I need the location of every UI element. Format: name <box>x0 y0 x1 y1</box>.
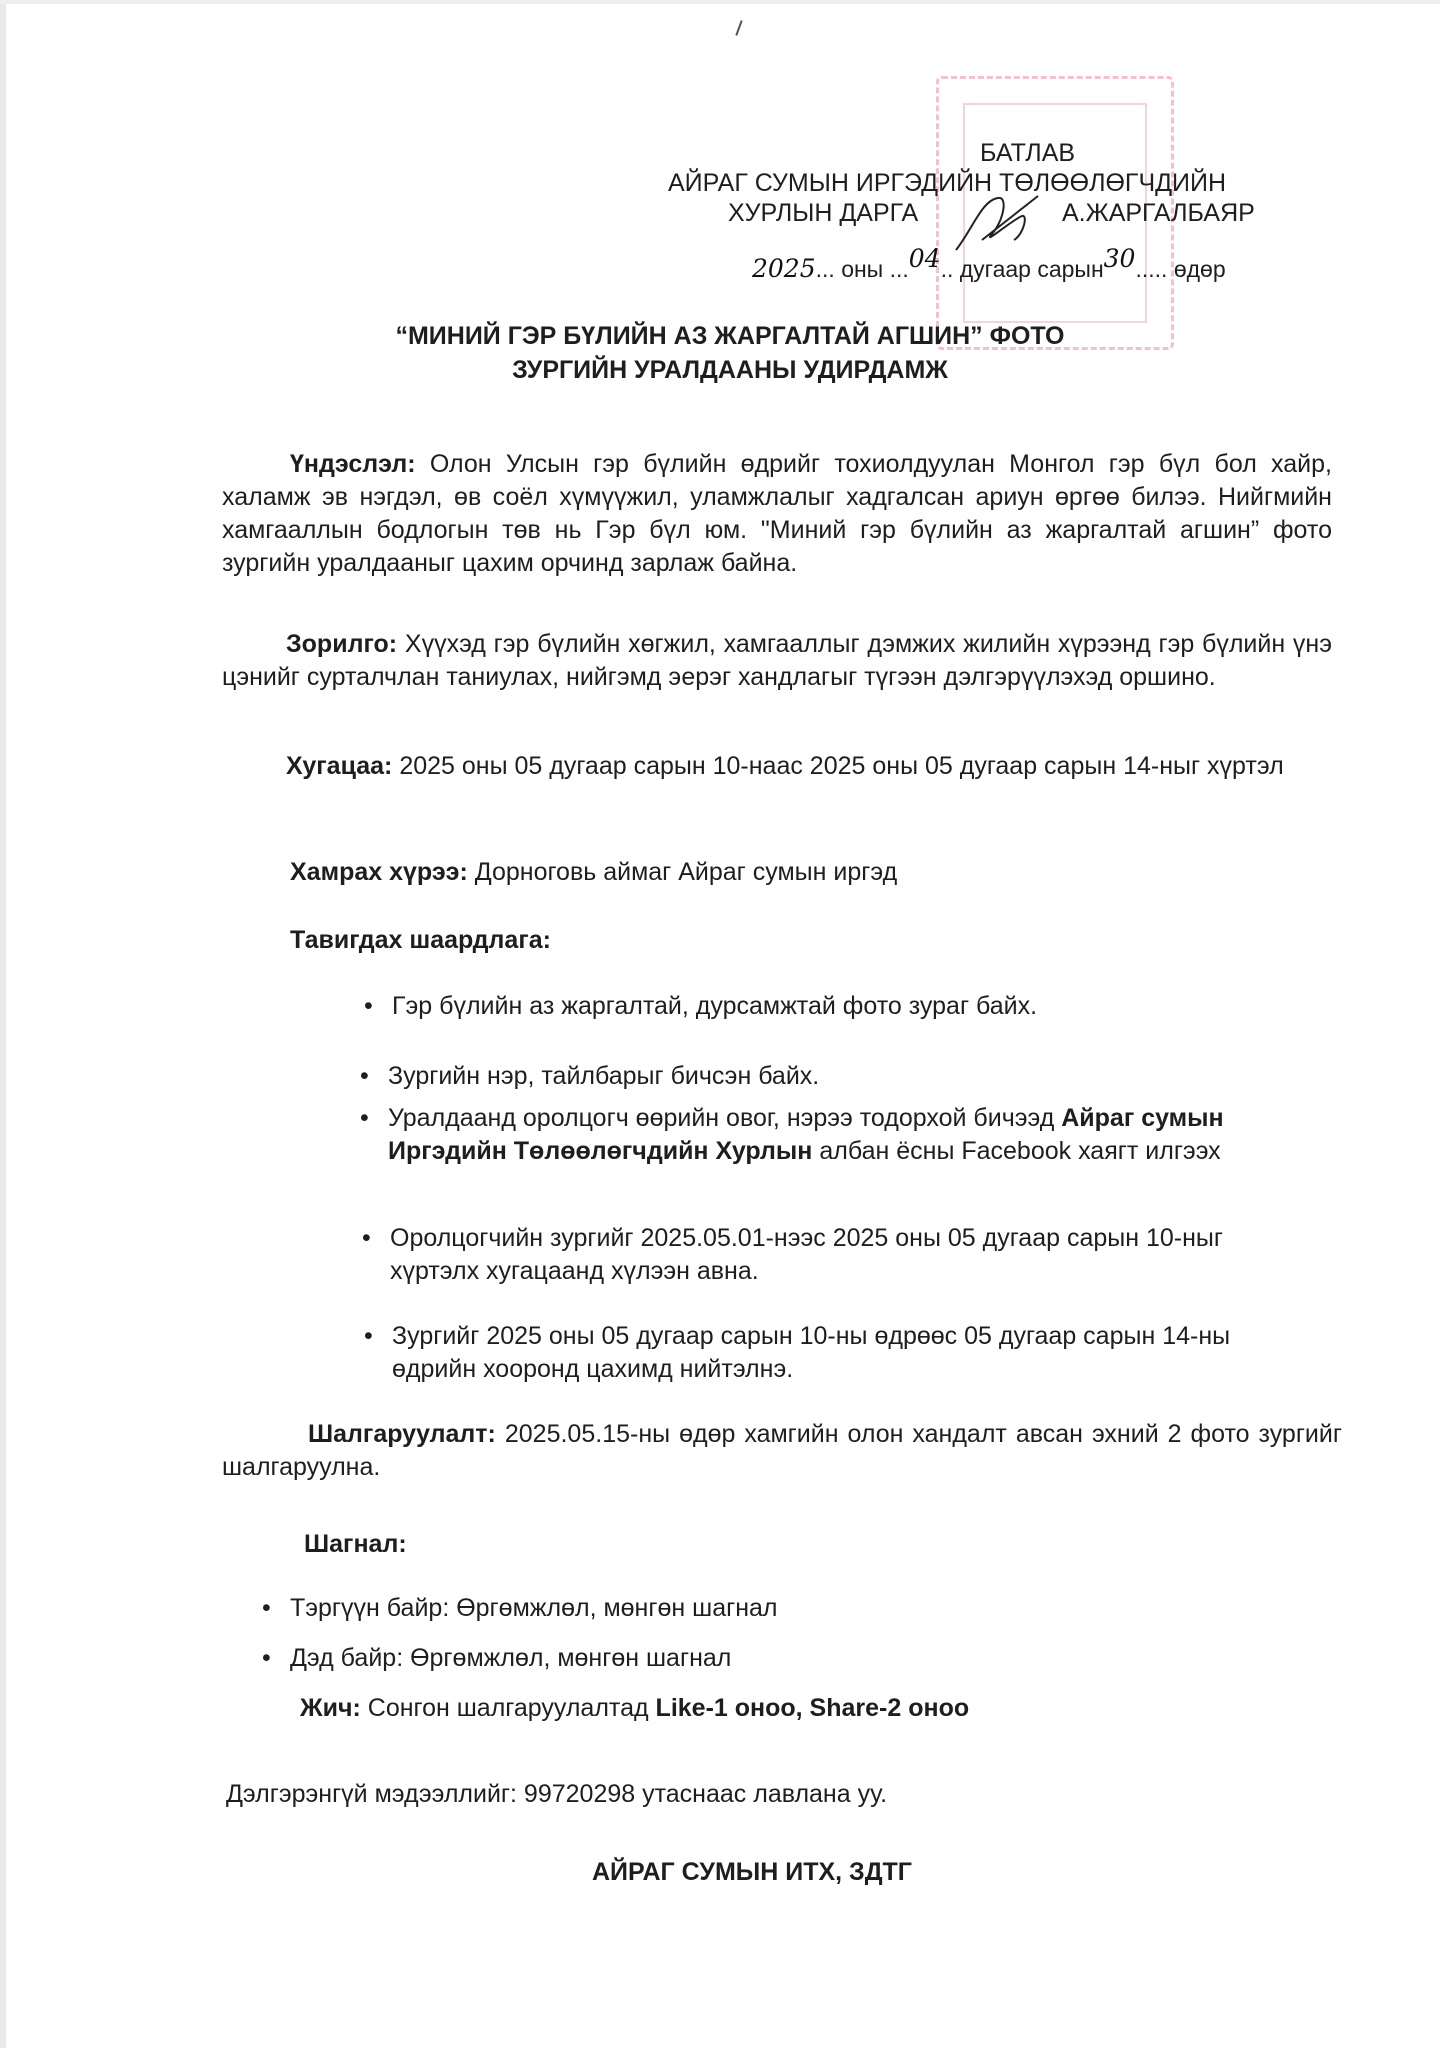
date-month-handwritten: 04 <box>908 244 941 273</box>
section-note <box>300 1692 1300 1725</box>
goal-label: Зорилго: <box>286 630 398 658</box>
bullet-dot-icon: • <box>360 1062 369 1090</box>
note-bold: Like-1 оноо, Share-2 оноо <box>655 1694 970 1722</box>
issuing-organization: АЙРАГ СУМЫН ИТХ, ЗДТГ <box>592 1858 912 1886</box>
prize-text: Дэд байр: Өргөмжлөл, мөнгөн шагнал <box>290 1644 732 1672</box>
bullet-dot-icon: • <box>362 1224 371 1252</box>
signature <box>952 190 1042 260</box>
requirement-text-post: албан ёсны Facebook хаягт илгээх <box>812 1137 1221 1165</box>
requirement-text: Гэр бүлийн аз жаргалтай, дурсамжтай фото зураг байх. <box>392 992 1038 1020</box>
note-text: Сонгон шалгаруулалтад <box>367 1694 656 1722</box>
basis-text: Олон Улсын гэр бүлийн өдрийг тохиолдуулан Монгол гэр бүл бол хайр, халамж эв нэгдэл, өв соёл хүмүүжил, уламжлалыг хадгалсан ариун өргөө билээ. Нийгмийн хамгааллын бодлогын төв нь Гэр бүл юм. "Миний гэр бүлийн аз жаргалтай агшин” фото зургийн уралдааныг цахим орчинд зарлаж байна. <box>222 450 1332 577</box>
requirement-text: Зургийг 2025 оны 05 дугаар сарын 10-ны өдрөөс 05 дугаар сарын 14-ны өдрийн хооронд цахимд нийтэлнэ. <box>392 1322 1231 1383</box>
approval-position: ХУРЛЫН ДАРГА <box>728 199 919 227</box>
prize-item <box>262 1642 1190 1675</box>
requirement-text: Оролцогчийн зургийг 2025.05.01-нээс 2025 оны 05 дугаар сарын 10-ныг хүртэлх хугацаанд хүлээн авна. <box>390 1224 1223 1285</box>
goal-text: Хүүхэд гэр бүлийн хөгжил, хамгааллыг дэмжих жилийн хүрээнд гэр бүлийн үнэ цэнийг сурталчлан таниулах, нийгэмд эерэг хандлагыг түгээн дэлгэрүүлэхэд оршино. <box>222 630 1332 691</box>
scan-edge-top <box>0 0 1440 4</box>
note-label: Жич: <box>300 1694 361 1722</box>
prize-heading: Шагнал: <box>304 1530 407 1558</box>
section-basis <box>222 448 1332 580</box>
pen-mark <box>735 20 742 36</box>
requirement-item <box>360 1060 1288 1093</box>
requirements-heading: Тавигдах шаардлага: <box>290 926 551 954</box>
selection-text: 2025.05.15-ны өдөр хамгийн олон хандалт авсан эхний 2 фото зургийг шалгаруулна. <box>222 1420 1342 1481</box>
scan-edge <box>0 0 6 2048</box>
date-day-handwritten: 30 <box>1103 244 1136 273</box>
bullet-dot-icon: • <box>364 992 373 1020</box>
basis-label: Үндэслэл: <box>290 450 416 478</box>
document-title-line2: ЗУРГИЙН УРАЛДААНЫ УДИРДАМЖ <box>512 356 948 384</box>
requirement-text: Зургийн нэр, тайлбарыг бичсэн байх. <box>388 1062 820 1090</box>
selection-label: Шалгаруулалт: <box>308 1420 496 1448</box>
document-title-line1: “МИНИЙ ГЭР БҮЛИЙН АЗ ЖАРГАЛТАЙ АГШИН” ФОТО <box>395 322 1065 350</box>
bullet-dot-icon: • <box>364 1322 373 1350</box>
prize-text: Тэргүүн байр: Өргөмжлөл, мөнгөн шагнал <box>290 1594 778 1622</box>
bullet-dot-icon: • <box>262 1594 271 1622</box>
bullet-dot-icon: • <box>360 1104 369 1132</box>
scope-text: Дорноговь аймаг Айраг сумын иргэд <box>474 858 898 886</box>
contact-info: Дэлгэрэнгүй мэдээллийг: 99720298 утаснаас лавлана уу. <box>226 1780 888 1808</box>
period-text: 2025 оны 05 дугаар сарын 10-наас 2025 оны 05 дугаар сарын 14-ныг хүртэл <box>399 752 1284 780</box>
requirement-item <box>362 1222 1308 1288</box>
requirement-text-pre: Уралдаанд оролцогч өөрийн овог, нэрээ тодорхой бичээд <box>388 1104 1062 1132</box>
section-selection <box>222 1418 1342 1484</box>
approval-line1: АЙРАГ СУМЫН ИРГЭДИЙН ТӨЛӨӨЛӨГЧДИЙН <box>668 169 1227 197</box>
section-period <box>222 750 1332 783</box>
approval-name: А.ЖАРГАЛБАЯР <box>1062 199 1255 227</box>
requirement-item <box>364 990 1292 1023</box>
date-word-year: оны <box>841 256 884 282</box>
bullet-dot-icon: • <box>262 1644 271 1672</box>
requirement-item <box>360 1102 1310 1168</box>
date-year-handwritten: 2025 <box>752 254 816 283</box>
requirement-item <box>364 1320 1312 1386</box>
approval-date: 2025... оны ...04.. дугаар сарын30..... өдөр <box>752 244 1226 283</box>
date-word-month: дугаар сарын <box>959 256 1104 282</box>
section-goal <box>222 628 1332 694</box>
prize-item <box>262 1592 1190 1625</box>
date-word-day: өдөр <box>1173 256 1226 282</box>
approval-heading: БАТЛАВ <box>980 139 1076 167</box>
period-label: Хугацаа: <box>286 752 393 780</box>
section-scope <box>290 856 1290 889</box>
requirement-text-bold: Айраг сумын Иргэдийн Төлөөлөгчдийн Хурлын <box>388 1104 1224 1165</box>
scope-label: Хамрах хүрээ: <box>290 858 468 886</box>
